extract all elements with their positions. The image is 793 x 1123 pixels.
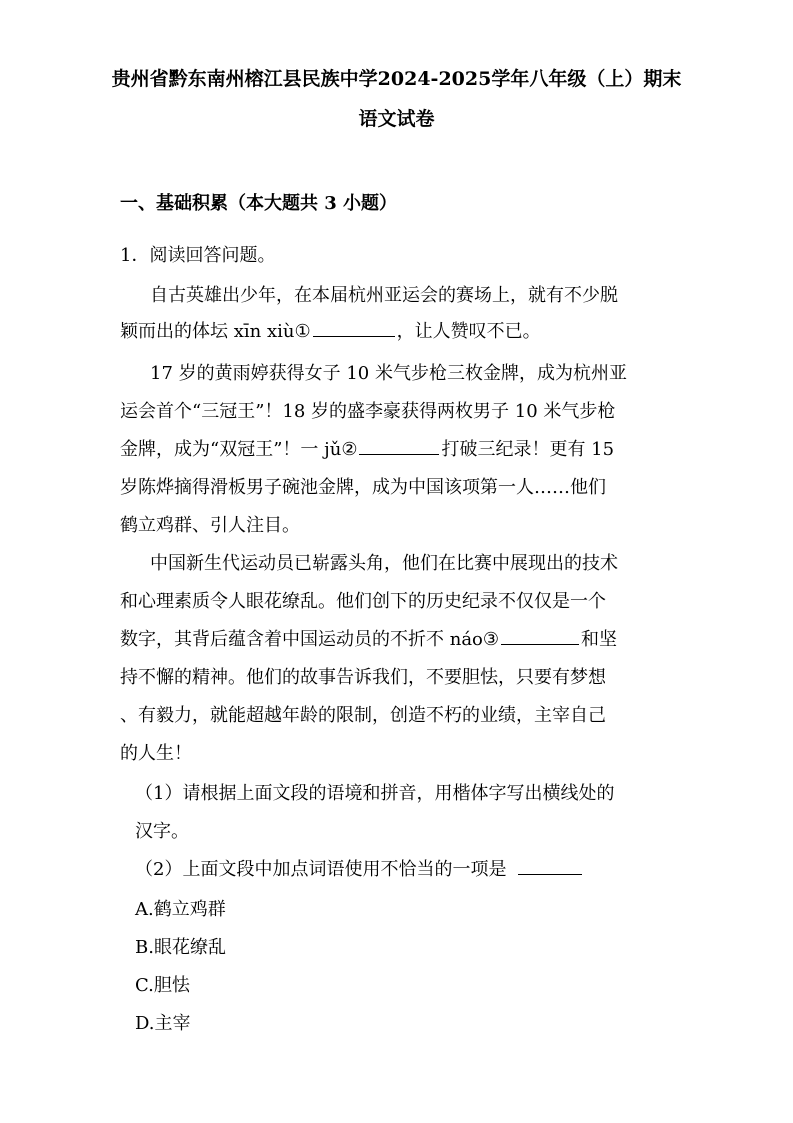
passage-line: 鹤立鸡群、引人注目。 bbox=[120, 515, 300, 536]
passage-line: 运会首个“三冠王”！18 岁的盛李豪获得两枚男子 10 米气步枪 bbox=[120, 401, 616, 422]
passage-line: 岁陈烨摘得滑板男子碗池金牌，成为中国该项第一人……他们 bbox=[120, 477, 606, 498]
passage-text: 打破三纪录！更有 15 bbox=[441, 439, 615, 460]
passage-line: 的人生！ bbox=[120, 743, 192, 764]
passage-text: 数字，其背后蕴含着中国运动员的不折不 náo bbox=[120, 629, 483, 650]
passage-line: 和心理素质令人眼花缭乱。他们创下的历史纪录不仅仅是一个 bbox=[120, 591, 606, 612]
question-intro: 1．阅读回答问题。 bbox=[120, 245, 276, 266]
passage-text: 颖而出的体坛 xīn xiù bbox=[120, 321, 295, 342]
subquestion-2 bbox=[135, 856, 584, 884]
subquestion-2-text: （2）上面文段中加点词语使用不恰当的一项是 bbox=[135, 859, 507, 880]
passage-line: 中国新生代运动员已崭露头角，他们在比赛中展现出的技术 bbox=[150, 553, 618, 574]
passage-line: 、有毅力，就能超越年龄的限制，创造不朽的业绩，主宰自己 bbox=[120, 705, 606, 726]
passage-line bbox=[120, 318, 541, 346]
passage-line: 17 岁的黄雨婷获得女子 10 米气步枪三枚金牌，成为杭州亚 bbox=[150, 363, 627, 384]
passage-line: 自古英雄出少年，在本届杭州亚运会的赛场上，就有不少脱 bbox=[150, 285, 618, 306]
exam-title: 贵州省黔东南州榕江县民族中学2024-2025学年八年级（上）期末 bbox=[111, 68, 682, 90]
passage-line: 持不懈的精神。他们的故事告诉我们，不要胆怯，只要有梦想 bbox=[120, 667, 606, 688]
answer-blank-1[interactable] bbox=[313, 318, 395, 337]
subquestion-1-cont: 汉字。 bbox=[135, 821, 189, 842]
blank-marker-2: ② bbox=[341, 439, 358, 460]
passage-text: 和坚 bbox=[581, 629, 618, 650]
passage-line bbox=[120, 626, 617, 654]
answer-blank-choice[interactable] bbox=[518, 856, 582, 875]
blank-marker-1: ① bbox=[294, 321, 311, 342]
exam-subtitle: 语文试卷 bbox=[358, 108, 435, 130]
option-a[interactable]: A.鹤立鸡群 bbox=[135, 899, 226, 920]
option-d[interactable]: D.主宰 bbox=[135, 1013, 191, 1034]
option-c[interactable]: C.胆怯 bbox=[135, 975, 190, 996]
answer-blank-3[interactable] bbox=[501, 626, 579, 645]
subquestion-1: （1）请根据上面文段的语境和拼音，用楷体字写出横线处的 bbox=[135, 783, 615, 804]
blank-marker-3: ③ bbox=[482, 629, 500, 650]
passage-text: ，让人赞叹不已。 bbox=[396, 321, 541, 342]
passage-text: 金牌，成为“双冠王”！一 jǔ bbox=[120, 439, 342, 460]
answer-blank-2[interactable] bbox=[359, 436, 439, 455]
section-heading: 一、基础积累（本大题共 3 小题） bbox=[120, 193, 398, 214]
passage-line bbox=[120, 436, 614, 464]
option-b[interactable]: B.眼花缭乱 bbox=[135, 937, 226, 958]
